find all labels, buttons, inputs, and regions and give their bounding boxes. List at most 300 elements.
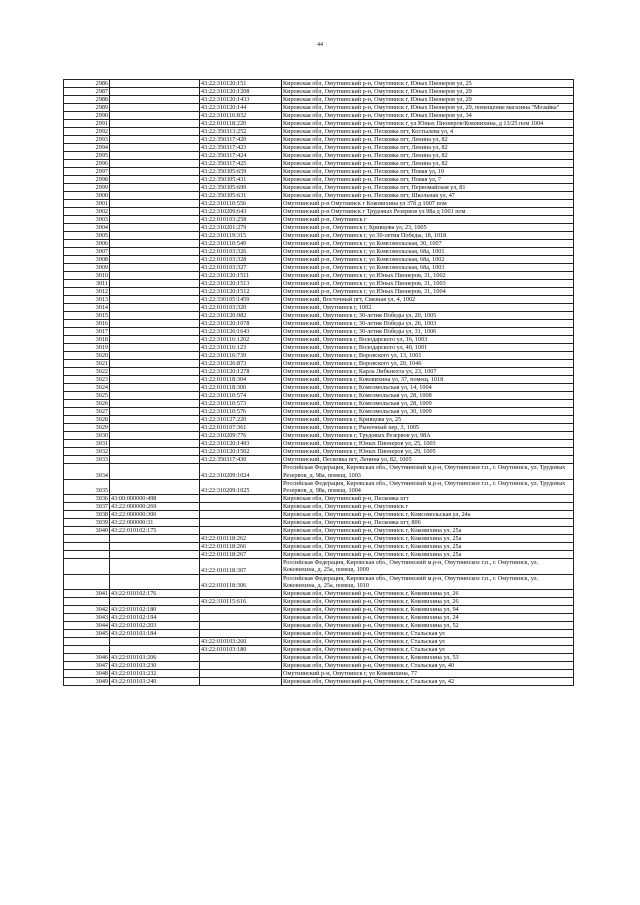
address-cell: Кировская обл, Омутнинский р-н, Омутнинск г, Коковихина ул, 26 <box>282 590 574 598</box>
land-cadastral-cell <box>110 448 200 456</box>
table-row <box>64 80 574 88</box>
address-cell: Омутнинский, Восточный пгт, Связная ул, 4, 1002 <box>282 296 574 304</box>
table-row <box>64 400 574 408</box>
land-cadastral-cell <box>110 248 200 256</box>
row-number-cell: 3014 <box>64 304 110 312</box>
table-row <box>64 646 574 654</box>
land-cadastral-cell <box>110 264 200 272</box>
table-row <box>64 208 574 216</box>
row-number-cell: 2997 <box>64 168 110 176</box>
table-row <box>64 200 574 208</box>
land-cadastral-cell <box>110 128 200 136</box>
table-row <box>64 654 574 662</box>
land-cadastral-cell: 43:22:010103:206 <box>110 654 200 662</box>
land-cadastral-cell: 43:22:000000:31 <box>110 519 200 527</box>
row-number-cell: 3042 <box>64 606 110 614</box>
land-cadastral-cell <box>110 368 200 376</box>
row-number-cell: 2992 <box>64 128 110 136</box>
row-number-cell: 3006 <box>64 240 110 248</box>
row-number-cell: 3011 <box>64 280 110 288</box>
table-row <box>64 376 574 384</box>
object-cadastral-cell: 43:22:310110:549 <box>200 240 282 248</box>
table-row <box>64 336 574 344</box>
land-cadastral-cell <box>110 232 200 240</box>
row-number-cell: 2996 <box>64 160 110 168</box>
row-number-cell: 2990 <box>64 112 110 120</box>
row-number-cell: 3048 <box>64 670 110 678</box>
land-cadastral-cell <box>110 638 200 646</box>
address-cell: Омутнинский р-н Омутнинск г Коковихина ул 37б д 1007 пом <box>282 200 574 208</box>
object-cadastral-cell: 43:22:010103:260 <box>200 638 282 646</box>
address-cell: Омутнинский, Омутнинск г, Комсомольская ул, 28, 1008 <box>282 392 574 400</box>
address-cell: Кировская обл, Омутнинский р-н, Песковка пгт, Школьная ул, 47 <box>282 192 574 200</box>
land-cadastral-cell <box>110 432 200 440</box>
object-cadastral-cell: 43:22:310120:144 <box>200 104 282 112</box>
address-cell: Омутнинский р-н, Омутнинск г <box>282 216 574 224</box>
object-cadastral-cell: 43:22:310110:556 <box>200 200 282 208</box>
object-cadastral-cell: 43:22:310120:151 <box>200 80 282 88</box>
object-cadastral-cell: 43:22:010118:304 <box>200 376 282 384</box>
object-cadastral-cell: 43:22:350305:431 <box>200 176 282 184</box>
land-cadastral-cell <box>110 543 200 551</box>
object-cadastral-cell: 43:22:010118:300 <box>200 384 282 392</box>
address-cell: Кировская обл, Омутнинский р-н, Омутнинск г, Коковихина ул, 25а <box>282 527 574 535</box>
object-cadastral-cell: 43:22:310120:1513 <box>200 280 282 288</box>
address-cell: Кировская обл, Омутнинский р-н, Омутнинск г, Коковихина ул, 24 <box>282 614 574 622</box>
address-cell: Кировская обл, Омутнинский р-н, Песковка пгт, Новая ул, 10 <box>282 168 574 176</box>
table-row <box>64 312 574 320</box>
row-number-cell: 3022 <box>64 368 110 376</box>
table-row <box>64 304 574 312</box>
land-cadastral-cell <box>110 104 200 112</box>
row-number-cell: 3032 <box>64 448 110 456</box>
table-row <box>64 551 574 559</box>
land-cadastral-cell <box>110 280 200 288</box>
address-cell: Кировская обл, Омутнинский р-н, Омутнинск г, Коковихина ул, 52 <box>282 622 574 630</box>
object-cadastral-cell <box>200 662 282 670</box>
address-cell: Кировская обл, Омутнинский р-н, Песковка пгт, Первомайская ул, 81 <box>282 184 574 192</box>
address-cell: Кировская обл, Омутнинский р-н, Омутнинск г, Юных Пионеров ул, 29, помещение магазина "Мозайка" <box>282 104 574 112</box>
row-number-cell: 2989 <box>64 104 110 112</box>
land-cadastral-cell: 43:22:010102:180 <box>110 606 200 614</box>
object-cadastral-cell: 43:22:310120:1278 <box>200 368 282 376</box>
address-cell: Кировская обл, Омутнинский р-н, Омутнинск г, Стальская ул <box>282 646 574 654</box>
table-row <box>64 606 574 614</box>
table-row <box>64 328 574 336</box>
land-cadastral-cell <box>110 535 200 543</box>
row-number-cell: 3039 <box>64 519 110 527</box>
address-cell: Омутнинский р-н, Омутнинск г, ул Юных Пионеров, 31, 1003 <box>282 280 574 288</box>
address-cell: Омутнинский, Омутнинск г, Володарского ул, 40, 1001 <box>282 344 574 352</box>
table-row <box>64 288 574 296</box>
row-number-cell: 3026 <box>64 400 110 408</box>
table-row <box>64 144 574 152</box>
table-row <box>64 112 574 120</box>
row-number-cell <box>64 638 110 646</box>
row-number-cell: 2986 <box>64 80 110 88</box>
table-row <box>64 503 574 511</box>
object-cadastral-cell: 43:22:010107:361 <box>200 424 282 432</box>
address-cell: Омутнинский р-н, Омутнинск г, ул Комсомольская, 68а, 1002 <box>282 256 574 264</box>
land-cadastral-cell <box>110 88 200 96</box>
table-row <box>64 670 574 678</box>
address-cell: Омутнинский р-н, Омутнинск г, ул Комсомольская, 68а, 1003 <box>282 264 574 272</box>
object-cadastral-cell: 43:22:010118:266 <box>200 543 282 551</box>
row-number-cell: 3030 <box>64 432 110 440</box>
row-number-cell <box>64 559 110 574</box>
table-row <box>64 495 574 503</box>
table-row <box>64 296 574 304</box>
land-cadastral-cell: 43:22:010102:175 <box>110 527 200 535</box>
table-row <box>64 598 574 606</box>
row-number-cell: 3043 <box>64 614 110 622</box>
land-cadastral-cell <box>110 216 200 224</box>
address-cell: Омутнинский р-н, Омутнинск г, Кривцова ул, 23, 1005 <box>282 224 574 232</box>
land-cadastral-cell <box>110 559 200 574</box>
row-number-cell: 3007 <box>64 248 110 256</box>
row-number-cell: 2987 <box>64 88 110 96</box>
table-row <box>64 384 574 392</box>
address-cell: Омутнинский р-н, Омутнинск г, ул Юных Пионеров, 31, 1004 <box>282 288 574 296</box>
object-cadastral-cell: 43:22:310209:776 <box>200 432 282 440</box>
address-cell: Кировская обл, Омутнинский р-н, Песковка пгт <box>282 495 574 503</box>
land-cadastral-cell <box>110 80 200 88</box>
object-cadastral-cell <box>200 670 282 678</box>
object-cadastral-cell: 43:22:330105:1459 <box>200 296 282 304</box>
object-cadastral-cell: 43:22:350317:430 <box>200 456 282 464</box>
land-cadastral-cell <box>110 392 200 400</box>
object-cadastral-cell <box>200 519 282 527</box>
land-cadastral-cell <box>110 344 200 352</box>
table-row <box>64 559 574 574</box>
land-cadastral-cell <box>110 192 200 200</box>
address-cell: Кировская обл, Омутнинский р-н, Песковка пгт, Ленина ул, 82 <box>282 160 574 168</box>
table-row <box>64 248 574 256</box>
table-row <box>64 527 574 535</box>
object-cadastral-cell: 43:22:310126:873 <box>200 360 282 368</box>
address-cell: Омутнинский, Омутнинск г, Коковихина ул, 37, помещ. 1018 <box>282 376 574 384</box>
object-cadastral-cell: 43:22:350305:659 <box>200 168 282 176</box>
land-cadastral-cell <box>110 424 200 432</box>
row-number-cell: 3037 <box>64 503 110 511</box>
address-cell: Кировская обл, Омутнинский р-н, Омутнинск г, Коковихина ул, 25а <box>282 551 574 559</box>
land-cadastral-cell <box>110 646 200 654</box>
row-number-cell: 3020 <box>64 352 110 360</box>
object-cadastral-cell: 43:22:010103:258 <box>200 216 282 224</box>
land-cadastral-cell <box>110 551 200 559</box>
land-cadastral-cell <box>110 440 200 448</box>
address-cell: Омутнинский, Омутнинск г, 30-летия Победы ул, 20, 1005 <box>282 312 574 320</box>
row-number-cell <box>64 551 110 559</box>
address-cell: Омутнинский р-н, Омутнинск г, ул Юных Пионеров, 31, 1002 <box>282 272 574 280</box>
address-cell: Омутнинский, Омутнинск г, Воровского ул, 13, 1001 <box>282 352 574 360</box>
address-cell: Кировская обл, Омутнинский р-н, Омутнинск г, ул Юных Пионеров/Коковихина, д 13/25 пом 1004 <box>282 120 574 128</box>
object-cadastral-cell: 43:22:350317:423 <box>200 144 282 152</box>
land-cadastral-cell <box>110 312 200 320</box>
address-cell: Омутнинский, Омутнинск г, 30-летия Победы ул, 31, 1006 <box>282 328 574 336</box>
row-number-cell <box>64 646 110 654</box>
address-cell: Омутнинский, Омутнинск г, Карла Либкнехта ул, 23, 1007 <box>282 368 574 376</box>
address-cell: Омутнинский р-н, Омутнинск г, ул Комсомольская, 30, 1007 <box>282 240 574 248</box>
address-cell: Омутнинский, Омутнинск г, Комсомольская ул, 28, 1009 <box>282 400 574 408</box>
row-number-cell: 3015 <box>64 312 110 320</box>
object-cadastral-cell: 43:22:010103:328 <box>200 256 282 264</box>
land-cadastral-cell: 43:22:010103:230 <box>110 662 200 670</box>
object-cadastral-cell: 43:22:310120:1512 <box>200 288 282 296</box>
land-cadastral-cell <box>110 200 200 208</box>
address-cell: Омутнинский, Омутнинск г, Комсомольская ул, 30, 1009 <box>282 408 574 416</box>
address-cell: Омутнинский р-н, Омутнинск г, ул 30-летия Победы, 18, 1018 <box>282 232 574 240</box>
address-cell: Кировская обл, Омутнинский р-н, Омутнинск г, Юных Пионеров ул, 25 <box>282 80 574 88</box>
land-cadastral-cell <box>110 272 200 280</box>
land-cadastral-cell <box>110 152 200 160</box>
land-cadastral-cell <box>110 296 200 304</box>
land-cadastral-cell <box>110 208 200 216</box>
row-number-cell: 3027 <box>64 408 110 416</box>
row-number-cell: 3036 <box>64 495 110 503</box>
row-number-cell: 3038 <box>64 511 110 519</box>
address-cell: Кировская обл, Омутнинский р-н, Песковка пгт, Ленина ул, 82 <box>282 152 574 160</box>
row-number-cell: 3018 <box>64 336 110 344</box>
land-cadastral-cell <box>110 96 200 104</box>
table-row <box>64 535 574 543</box>
table-row <box>64 224 574 232</box>
land-cadastral-cell <box>110 288 200 296</box>
object-cadastral-cell: 43:22:310116:832 <box>200 112 282 120</box>
object-cadastral-cell: 43:22:310116:123 <box>200 344 282 352</box>
address-cell: Кировская обл, Омутнинский р-н, Омутнинск г, Коковихина ул, 26 <box>282 598 574 606</box>
table-row <box>64 256 574 264</box>
address-cell: Кировская обл, Омутнинский р-н, Омутнинск г <box>282 503 574 511</box>
row-number-cell: 3009 <box>64 264 110 272</box>
land-cadastral-cell: 43:22:010102:194 <box>110 614 200 622</box>
object-cadastral-cell: 43:22:310209:1025 <box>200 479 282 494</box>
object-cadastral-cell <box>200 590 282 598</box>
address-cell: Омутнинский р-н Омутнинск г Трудовых Резервов ул 98а д 1001 пом <box>282 208 574 216</box>
object-cadastral-cell: 43:22:310120:1078 <box>200 320 282 328</box>
table-row <box>64 511 574 519</box>
table-row <box>64 574 574 589</box>
object-cadastral-cell: 43:22:310110:576 <box>200 408 282 416</box>
object-cadastral-cell: 43:22:350305:699 <box>200 184 282 192</box>
object-cadastral-cell: 43:22:310120:1502 <box>200 448 282 456</box>
row-number-cell: 3049 <box>64 678 110 686</box>
row-number-cell: 3021 <box>64 360 110 368</box>
row-number-cell: 3033 <box>64 456 110 464</box>
row-number-cell: 2995 <box>64 152 110 160</box>
table-row <box>64 519 574 527</box>
object-cadastral-cell: 43:22:350313:252 <box>200 128 282 136</box>
address-cell: Кировская обл, Омутнинский р-н, Песковка пгт, Новая ул, 7 <box>282 176 574 184</box>
row-number-cell: 3024 <box>64 384 110 392</box>
land-cadastral-cell <box>110 336 200 344</box>
object-cadastral-cell: 43:22:010103:327 <box>200 264 282 272</box>
row-number-cell: 3002 <box>64 208 110 216</box>
object-cadastral-cell: 43:22:310120:1493 <box>200 440 282 448</box>
table-row <box>64 456 574 464</box>
row-number-cell: 3047 <box>64 662 110 670</box>
table-row <box>64 622 574 630</box>
table-row <box>64 479 574 494</box>
row-number-cell: 2988 <box>64 96 110 104</box>
object-cadastral-cell: 43:22:310120:982 <box>200 312 282 320</box>
address-cell: Кировская обл, Омутнинский р-н, Омутнинск г, Стальская ул <box>282 638 574 646</box>
address-cell: Омутнинский р-н, Омутнинск г, ул Коковихина, 77 <box>282 670 574 678</box>
address-cell: Омутнинский, Омутнинск г, 30-летия Победы ул, 26, 1003 <box>282 320 574 328</box>
row-number-cell <box>64 543 110 551</box>
row-number-cell: 3034 <box>64 464 110 479</box>
table-row <box>64 408 574 416</box>
object-cadastral-cell: 43:22:310209:1024 <box>200 464 282 479</box>
address-cell: Кировская обл, Омутнинский р-н, Омутнинск г, Юных Пионеров ул, 29 <box>282 96 574 104</box>
object-cadastral-cell <box>200 606 282 614</box>
land-cadastral-cell <box>110 328 200 336</box>
land-cadastral-cell <box>110 352 200 360</box>
row-number-cell: 3031 <box>64 440 110 448</box>
land-cadastral-cell <box>110 112 200 120</box>
table-row <box>64 440 574 448</box>
land-cadastral-cell <box>110 240 200 248</box>
address-cell: Омутнинский, Омутнинск г, Трудовых Резервов ул, 98А <box>282 432 574 440</box>
object-cadastral-cell: 43:22:310120:1511 <box>200 272 282 280</box>
table-row <box>64 160 574 168</box>
address-cell: Кировская обл, Омутнинский р-н, Песковка пгт, Костылева ул, 4 <box>282 128 574 136</box>
land-cadastral-cell <box>110 456 200 464</box>
land-cadastral-cell <box>110 598 200 606</box>
row-number-cell: 2998 <box>64 176 110 184</box>
address-cell: Омутнинский, Омутнинск г, Воровского ул, 20, 1046 <box>282 360 574 368</box>
row-number-cell: 2993 <box>64 136 110 144</box>
row-number-cell: 3045 <box>64 630 110 638</box>
object-cadastral-cell <box>200 622 282 630</box>
object-cadastral-cell: 43:22:350305:631 <box>200 192 282 200</box>
object-cadastral-cell: 43:22:010103:326 <box>200 248 282 256</box>
address-cell: Кировская обл, Омутнинский р-н, Омутнинск г, Коковихина ул, 53 <box>282 654 574 662</box>
address-cell: Российская Федерация, Кировская обл., Омутнинский м.р-н, Омутнинское г.п., г. Омутнинск, ул. Коковихина, д. 25а, помещ. 1010 <box>282 574 574 589</box>
land-cadastral-cell <box>110 574 200 589</box>
land-cadastral-cell <box>110 304 200 312</box>
row-number-cell <box>64 598 110 606</box>
row-number-cell: 3012 <box>64 288 110 296</box>
table-row <box>64 662 574 670</box>
row-number-cell: 3046 <box>64 654 110 662</box>
address-cell: Российская Федерация, Кировская обл., Омутнинский м.р-н, Омутнинское г.п., г. Омутнинск, ул. Трудовых Резервов, д. 98а, помещ. 1003 <box>282 464 574 479</box>
address-cell: Омутнинский, Омутнинск г, Юных Пионеров ул, 29, 1005 <box>282 448 574 456</box>
land-cadastral-cell: 43:00:000000:498 <box>110 495 200 503</box>
land-cadastral-cell: 43:22:010102:176 <box>110 590 200 598</box>
land-cadastral-cell: 43:22:010103:240 <box>110 678 200 686</box>
object-cadastral-cell <box>200 527 282 535</box>
address-cell: Кировская обл, Омутнинский р-н, Песковка пгт, 806 <box>282 519 574 527</box>
table-row <box>64 168 574 176</box>
table-row <box>64 96 574 104</box>
land-cadastral-cell: 43:22:000000:300 <box>110 511 200 519</box>
table-row <box>64 638 574 646</box>
row-number-cell: 2999 <box>64 184 110 192</box>
object-cadastral-cell: 43:22:310209:643 <box>200 208 282 216</box>
table-row <box>64 136 574 144</box>
row-number-cell: 3041 <box>64 590 110 598</box>
object-cadastral-cell: 43:22:010118:307 <box>200 559 282 574</box>
object-cadastral-cell: 43:22:010118:220 <box>200 120 282 128</box>
address-cell: Омутнинский, Омутнинск г, Рыночный пер, 3, 1005 <box>282 424 574 432</box>
table-row <box>64 352 574 360</box>
row-number-cell: 3001 <box>64 200 110 208</box>
row-number-cell: 3010 <box>64 272 110 280</box>
table-row <box>64 368 574 376</box>
table-row <box>64 120 574 128</box>
land-cadastral-cell <box>110 360 200 368</box>
table-row <box>64 424 574 432</box>
table-row <box>64 320 574 328</box>
row-number-cell <box>64 574 110 589</box>
object-cadastral-cell: 43:22:310120:1433 <box>200 96 282 104</box>
row-number-cell: 3029 <box>64 424 110 432</box>
land-cadastral-cell <box>110 400 200 408</box>
address-cell: Российская Федерация, Кировская обл., Омутнинский м.р-н, Омутнинское г.п., г. Омутнинск, ул. Коковихина, д. 25а, помещ. 1009 <box>282 559 574 574</box>
object-cadastral-cell: 43:22:310115:616 <box>200 598 282 606</box>
land-cadastral-cell <box>110 320 200 328</box>
registry-table-body <box>64 80 574 686</box>
row-number-cell: 3004 <box>64 224 110 232</box>
row-number-cell: 3005 <box>64 232 110 240</box>
address-cell: Омутнинский, Омутнинск г, Юных Пионеров ул, 25, 1003 <box>282 440 574 448</box>
land-cadastral-cell <box>110 479 200 494</box>
object-cadastral-cell <box>200 495 282 503</box>
land-cadastral-cell <box>110 384 200 392</box>
address-cell: Кировская обл, Омутнинский р-н, Омутнинск г, Стальская ул, 42 <box>282 678 574 686</box>
land-cadastral-cell <box>110 136 200 144</box>
object-cadastral-cell: 43:22:010103:180 <box>200 646 282 654</box>
table-row <box>64 216 574 224</box>
land-cadastral-cell <box>110 120 200 128</box>
row-number-cell: 3023 <box>64 376 110 384</box>
object-cadastral-cell: 43:22:310119:315 <box>200 232 282 240</box>
row-number-cell: 3040 <box>64 527 110 535</box>
land-cadastral-cell: 43:22:010103:184 <box>110 630 200 638</box>
table-row <box>64 240 574 248</box>
object-cadastral-cell <box>200 614 282 622</box>
table-row <box>64 392 574 400</box>
land-cadastral-cell <box>110 224 200 232</box>
object-cadastral-cell: 43:22:010118:306 <box>200 574 282 589</box>
row-number-cell: 2991 <box>64 120 110 128</box>
table-row <box>64 280 574 288</box>
registry-table <box>63 79 574 686</box>
object-cadastral-cell: 43:22:010103:320 <box>200 304 282 312</box>
land-cadastral-cell <box>110 408 200 416</box>
land-cadastral-cell <box>110 144 200 152</box>
address-cell: Омутнинский, Омутнинск г, Комсомольская ул, 14, 1004 <box>282 384 574 392</box>
row-number-cell: 3016 <box>64 320 110 328</box>
object-cadastral-cell: 43:22:310120:1208 <box>200 88 282 96</box>
object-cadastral-cell: 43:22:310126:1643 <box>200 328 282 336</box>
object-cadastral-cell: 43:22:010118:262 <box>200 535 282 543</box>
address-cell: Кировская обл, Омутнинский р-н, Омутнинск г, Комсомольская ул, 24а <box>282 511 574 519</box>
table-row <box>64 416 574 424</box>
land-cadastral-cell <box>110 176 200 184</box>
object-cadastral-cell: 43:22:310201:279 <box>200 224 282 232</box>
row-number-cell: 3028 <box>64 416 110 424</box>
table-row <box>64 678 574 686</box>
address-cell: Кировская обл, Омутнинский р-н, Омутнинск г, Коковихина ул, 25а <box>282 543 574 551</box>
object-cadastral-cell <box>200 503 282 511</box>
table-row <box>64 88 574 96</box>
land-cadastral-cell <box>110 376 200 384</box>
address-cell: Кировская обл, Омутнинский р-н, Песковка пгт, Ленина ул, 82 <box>282 144 574 152</box>
row-number-cell: 3017 <box>64 328 110 336</box>
row-number-cell: 3003 <box>64 216 110 224</box>
